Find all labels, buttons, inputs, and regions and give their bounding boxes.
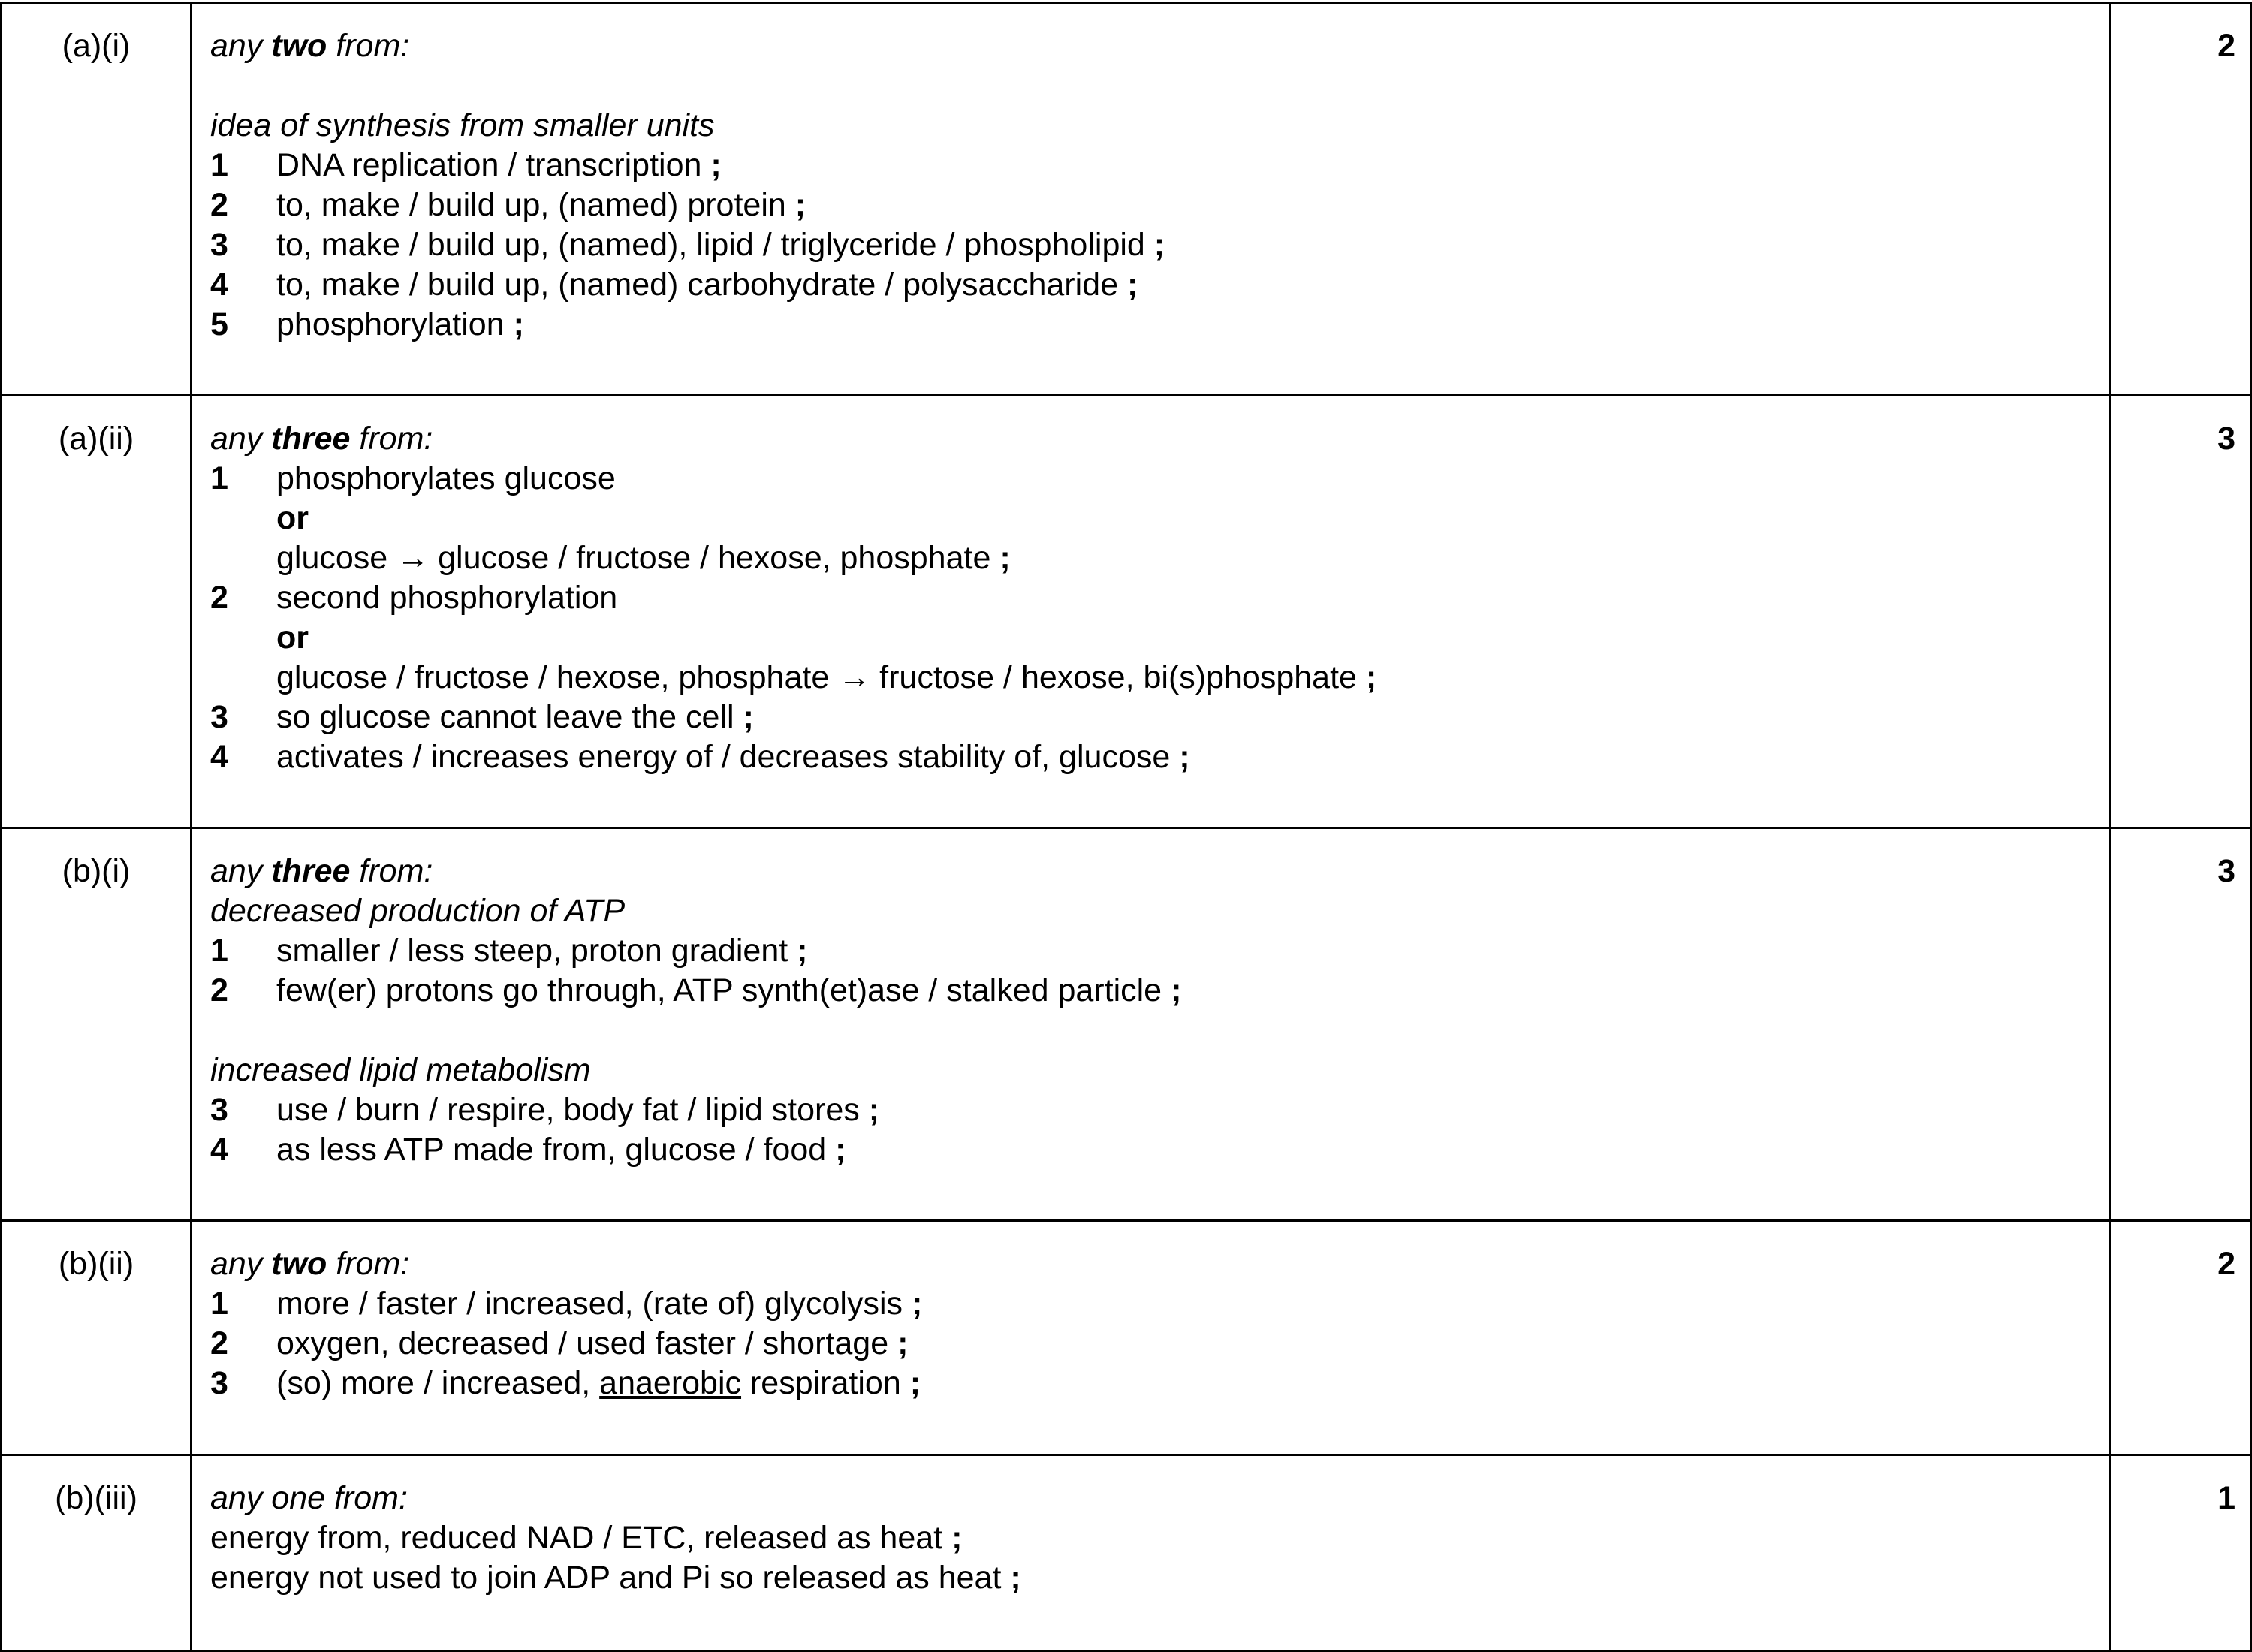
answer-cell <box>191 3 2110 396</box>
question-number: (b)(i) <box>2 828 191 1221</box>
list-item: 1 phosphorylates glucose <box>210 460 616 496</box>
list-item: 2 oxygen, decreased / used faster / shortage ; <box>210 1325 909 1361</box>
list-item: 1 DNA replication / transcription ; <box>210 147 722 183</box>
marks-value: 3 <box>2110 828 2252 1221</box>
or-connector: or <box>276 500 309 536</box>
or-connector: or <box>276 620 309 656</box>
list-item: 2 few(er) protons go through, ATP synth(et)ase / stalked particle ; <box>210 972 1182 1008</box>
list-item: 3 (so) more / increased, anaerobic respiration ; <box>210 1365 921 1401</box>
answer-intro: any one from: <box>210 1480 408 1516</box>
question-number: (a)(ii) <box>2 396 191 828</box>
answer-subheading: decreased production of ATP <box>210 893 626 929</box>
list-item: energy not used to join ADP and Pi so released as heat ; <box>210 1560 1021 1596</box>
answer-intro: any three from: <box>210 853 433 889</box>
list-item: 1 smaller / less steep, proton gradient ; <box>210 933 808 969</box>
answer-cell <box>191 396 2110 828</box>
table-row <box>2 1455 2252 1651</box>
list-item: 2 to, make / build up, (named) protein ; <box>210 187 806 223</box>
list-item: 2 second phosphorylation <box>210 580 618 616</box>
answer-cell <box>191 1221 2110 1455</box>
list-item: 3 use / burn / respire, body fat / lipid stores ; <box>210 1092 880 1128</box>
list-item: 4 to, make / build up, (named) carbohydrate / polysaccharide ; <box>210 267 1138 303</box>
list-item: 3 to, make / build up, (named), lipid / triglyceride / phospholipid ; <box>210 227 1165 263</box>
list-item: energy from, reduced NAD / ETC, released as heat ; <box>210 1520 963 1556</box>
list-item: 1 more / faster / increased, (rate of) glycolysis ; <box>210 1286 923 1322</box>
answer-intro: any three from: <box>210 421 433 457</box>
list-item-alternative: glucose → glucose / fructose / hexose, phosphate ; <box>276 540 1011 576</box>
answer-cell <box>191 828 2110 1221</box>
table-row <box>2 828 2252 1221</box>
list-item-alternative: glucose / fructose / hexose, phosphate → fructose / hexose, bi(s)phosphate ; <box>276 659 1377 695</box>
marks-value: 3 <box>2110 396 2252 828</box>
marks-value: 1 <box>2110 1455 2252 1651</box>
marks-value: 2 <box>2110 3 2252 396</box>
list-item: 5 phosphorylation ; <box>210 306 524 342</box>
answer-intro: any two from: <box>210 1246 410 1282</box>
table-row <box>2 396 2252 828</box>
table-row <box>2 3 2252 396</box>
answer-cell <box>191 1455 2110 1651</box>
question-number: (a)(i) <box>2 3 191 396</box>
list-item: 3 so glucose cannot leave the cell ; <box>210 699 754 735</box>
answer-subheading: increased lipid metabolism <box>210 1052 591 1088</box>
underlined-keyword: anaerobic <box>599 1365 742 1401</box>
question-number: (b)(iii) <box>2 1455 191 1651</box>
answer-subheading: idea of synthesis from smaller units <box>210 107 715 143</box>
list-item: 4 as less ATP made from, glucose / food ; <box>210 1132 846 1168</box>
table-row <box>2 1221 2252 1455</box>
answer-intro: any two from: <box>210 28 410 64</box>
list-item: 4 activates / increases energy of / decreases stability of, glucose ; <box>210 739 1190 775</box>
mark-scheme-table <box>0 2 2252 1652</box>
question-number: (b)(ii) <box>2 1221 191 1455</box>
marks-value: 2 <box>2110 1221 2252 1455</box>
